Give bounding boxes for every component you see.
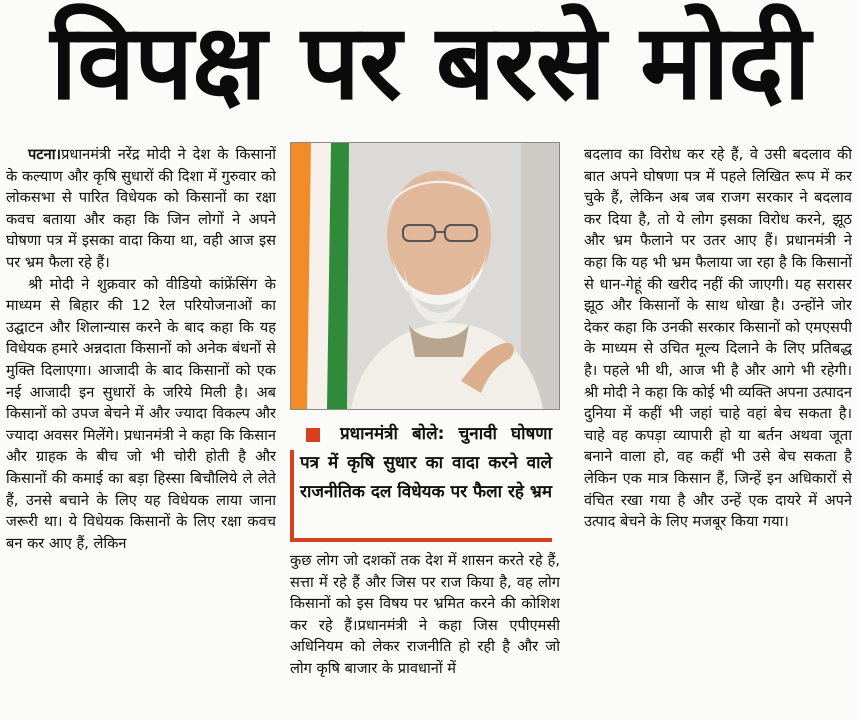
article-column-middle bbox=[290, 550, 560, 720]
dateline: पटना। bbox=[28, 146, 62, 163]
article-paragraph: श्री मोदी ने शुक्रवार को वीडियो कांफ्रेंसिंग के माध्यम से बिहार की 12 रेल परियोजनाओं का उद्घाटन और शिलान्यास करने के बाद कहा कि यह विधेयक हमारे अन्नदाता किसानों को अनेक बंधनों से मुक्ति दिलाएगा। आजादी के बाद किसानों को एक नई आजादी इन सुधारों के जरिये मिली है। अब किसानों को उपज बेचने में और ज्यादा विकल्प और ज्यादा अवसर मिलेंगे। प्रधानमंत्री ने कहा कि किसान और ग्राहक के बीच जो भी चोरी होती है और किसानों की कमाई का बड़ा हिस्सा बिचौलिये ले लेते हैं, उनसे बचाने के लिए यह विधेयक लाया जाना जरूरी था। ये विधेयक किसानों के लिए रक्षा कवच बन कर आए हैं, लेकिन bbox=[6, 275, 276, 552]
article-column-right bbox=[584, 144, 852, 720]
pull-quote-text: प्रधानमंत्री बोले: चुनावी घोषणा पत्र में कृषि सुधार का वादा करने वाले राजनीतिक दल विधेयक पर फैला रहे भ्रम bbox=[300, 424, 552, 502]
headline: विपक्ष पर बरसे मोदी bbox=[50, 1, 810, 123]
article-paragraph: बदलाव का विरोध कर रहे हैं, वे उसी बदलाव की बात अपने घोषणा पत्र में पहले लिखित रूप में कर चुके हैं, लेकिन अब जब राजग सरकार ने बदलाव कर दिया है, तो ये लोग इसका विरोध करने, झूठ और भ्रम फैलाने पर उतर आए हैं। प्रधानमंत्री ने कहा कि यह भी भ्रम फैलाया जा रहा है कि किसानों से धान-गेहूं की खरीद नहीं की जाएगी। यह सरासर झूठ और किसानों के साथ धोखा है। उन्होंने जोर देकर कहा कि उनकी सरकार किसानों को एमएसपी के माध्यम से उचित मूल्य दिलाने के लिए प्रतिबद्ध है। पहले भी थी, आज भी है और आगे भी रहेगी। श्री मोदी ने कहा कि कोई भी व्यक्ति अपना उत्पादन दुनिया में कहीं भी जहां चाहे वहां बेच सकता है। चाहे वह कपड़ा व्यापारी हो या बर्तन अथवा जूता बनाने वाला हो, वह कहीं भी उसे बेच सकता है लेकिन एक मात्र किसान हैं, जिन्हें इन अधिकारों से वंचित रखा गया है और उन्हें एक दायरे में अपने उत्पाद बेचने के लिए मजबूर किया गया। bbox=[584, 146, 852, 531]
pull-quote-bar bbox=[290, 450, 294, 538]
article-paragraph-text: प्रधानमंत्री नरेंद्र मोदी ने देश के किसानों के कल्याण और कृषि सुधारों की दिशा में गुरुवार को लोकसभा से पारित विधेयक को किसानों का रक्षा कवच बताया और कहा कि जिन लोगों ने अपने घोषणा पत्र में इसका वादा किया था, वही आज इस पर भ्रम फैला रहे हैं। bbox=[6, 146, 276, 271]
pull-quote-underline bbox=[290, 538, 552, 542]
article-paragraph bbox=[6, 144, 276, 274]
article-column-left bbox=[6, 144, 276, 720]
photo-illustration bbox=[291, 143, 559, 409]
article-paragraph: कुछ लोग जो दशकों तक देश में शासन करते रहे हैं, सत्ता में रहे हैं और जिस पर राज किया है, वह लोग किसानों को इस विषय पर भ्रमित करने की कोशिश कर रहे हैं।प्रधानमंत्री ने कहा जिस एपीएमसी अधिनियम को लेकर राजनीति हो रही है और जो लोग कृषि बाजार के प्रावधानों में bbox=[290, 552, 560, 677]
article-photo bbox=[290, 142, 560, 410]
pull-quote bbox=[290, 418, 560, 542]
